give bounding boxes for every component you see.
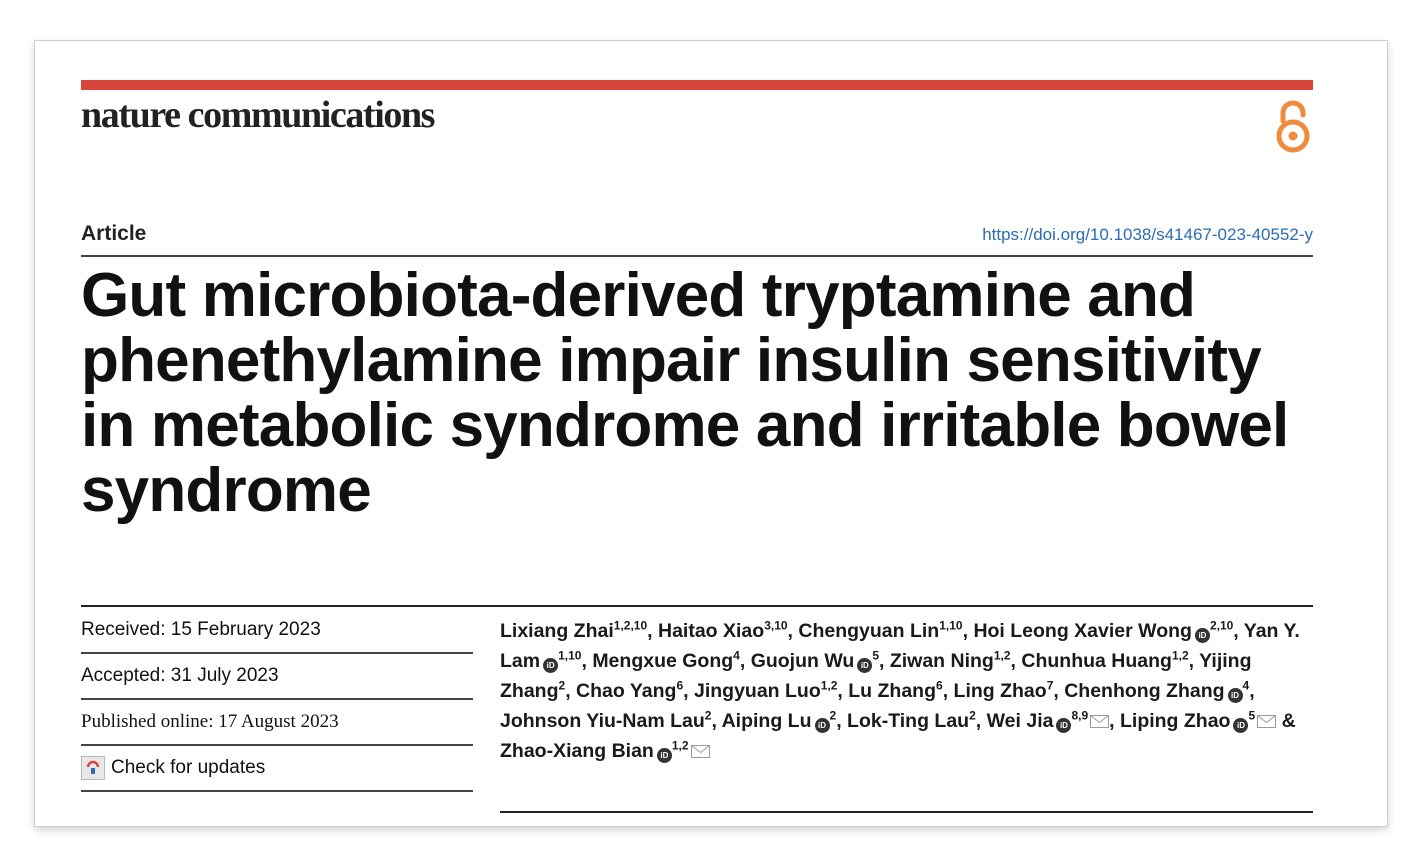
author-affiliation: 2 <box>829 708 837 723</box>
author-name[interactable]: Aiping Lu <box>721 710 812 732</box>
author-name[interactable]: Jingyuan Luo <box>693 680 821 702</box>
meta-divider <box>81 605 1313 607</box>
author-affiliation: 3,10 <box>764 618 788 633</box>
author-affiliation: 1,2 <box>993 648 1011 663</box>
author <box>1021 650 1188 672</box>
check-updates-icon <box>81 756 105 780</box>
author <box>987 710 1110 732</box>
author <box>694 680 837 702</box>
email-icon[interactable] <box>1257 715 1276 728</box>
author <box>847 710 976 732</box>
author <box>592 650 740 672</box>
author <box>576 680 683 702</box>
orcid-icon[interactable]: iD <box>815 718 830 733</box>
author-affiliation: 5 <box>1248 708 1256 723</box>
author-affiliation: 6 <box>936 678 943 693</box>
orcid-icon[interactable]: iD <box>543 658 558 673</box>
author-affiliation: 8,9 <box>1071 708 1089 723</box>
author-name[interactable]: Johnson Yiu-Nam Lau <box>500 710 705 732</box>
published-date: Published online: 17 August 2023 <box>81 700 473 746</box>
author <box>722 710 837 732</box>
author-affiliation: 5 <box>872 648 879 663</box>
author-affiliation: 1,2 <box>1171 648 1189 663</box>
author-name[interactable]: Ziwan Ning <box>889 650 994 672</box>
author <box>1120 710 1276 732</box>
author-affiliation: 4 <box>1242 678 1250 693</box>
author-name[interactable]: Yan Y. Lam <box>500 620 1300 672</box>
author-affiliation: 2 <box>558 678 566 693</box>
author-name[interactable]: Lok-Ting Lau <box>847 710 970 732</box>
email-icon[interactable] <box>1090 715 1109 728</box>
author-affiliation: 1,10 <box>558 648 582 663</box>
header-divider <box>81 255 1313 257</box>
author-name[interactable]: Guojun Wu <box>750 650 855 672</box>
author-name[interactable]: Chao Yang <box>576 680 677 702</box>
author <box>500 740 710 762</box>
author-affiliation: 1,2,10 <box>613 618 648 633</box>
author-affiliation: 2 <box>704 708 712 723</box>
author <box>954 680 1054 702</box>
article-title: Gut microbiota-derived tryptamine and phenethylamine impair insulin sensitivity in metabolic syndrome and irritable bowel syndrome <box>81 261 1289 525</box>
author-name[interactable]: Mengxue Gong <box>592 650 734 672</box>
journal-red-bar <box>81 80 1313 90</box>
author-name[interactable]: Haitao Xiao <box>657 620 765 642</box>
journal-name[interactable]: nature communications <box>81 94 435 136</box>
email-icon[interactable] <box>691 745 710 758</box>
author-affiliation: 1,2 <box>820 678 838 693</box>
author-name[interactable]: Liping Zhao <box>1119 710 1231 732</box>
author-name[interactable]: Chengyuan Lin <box>798 620 940 642</box>
doi-link[interactable]: https://doi.org/10.1038/s41467-023-40552-y <box>982 225 1313 244</box>
orcid-icon[interactable]: iD <box>1233 718 1248 733</box>
author <box>658 620 788 642</box>
orcid-icon[interactable]: iD <box>657 748 672 763</box>
author <box>848 680 942 702</box>
author-affiliation: 7 <box>1046 678 1054 693</box>
orcid-icon[interactable]: iD <box>1056 718 1071 733</box>
author-affiliation: 2 <box>969 708 976 723</box>
article-type-label: Article <box>81 222 147 245</box>
author-affiliation: 1,10 <box>939 618 963 633</box>
author-name[interactable]: Zhao-Xiang Bian <box>500 740 654 762</box>
dates-panel <box>81 608 473 792</box>
article-page <box>35 41 1387 826</box>
author-name[interactable]: Hoi Leong Xavier Wong <box>973 620 1192 642</box>
author-affiliation: 4 <box>733 648 740 663</box>
received-date: Received: 15 February 2023 <box>81 608 473 654</box>
author <box>798 620 962 642</box>
author-affiliation: 2,10 <box>1209 618 1234 633</box>
orcid-icon[interactable]: iD <box>1228 688 1243 703</box>
check-for-updates-button[interactable] <box>81 746 473 792</box>
author-name[interactable]: Wei Jia <box>986 710 1054 732</box>
author <box>1064 680 1249 702</box>
check-updates-label: Check for updates <box>111 757 266 778</box>
author-affiliation: 6 <box>676 678 684 693</box>
author-name[interactable]: Lu Zhang <box>848 680 936 702</box>
author-name[interactable]: Lixiang Zhai <box>500 620 614 642</box>
author-list: Lixiang Zhai$^{1,2,10}$, Haitao Xiao$^{3,10}$, Chengyuan Lin$^{1,10}$, Hoi Leong Xavier Wong iD$^{2,10}$, Yan Y. Lam iD$^{1,10}$, Mengxue Gong$^4$, Guojun Wu $iD^5$, Ziwan Ning$^{1,2}$, Chunhua Huang$^{1,2}$, Yijing Zhang$^2$, Chao Yang$^6$, Jingyuan Luo$^{1,2}$, Lu Zhang$^6$, Ling Zhao$^7$, Chenhong Zhang $iD^4$, Johnson Yiu-Nam Lau$^2$, Aiping Lu $iD^2$, Lok-Ting Lau$^2$, Wei Jia iD$^{8,9}$ , Liping Zhao $iD^5$ & Zhao-Xiang Bian iD$^{1,2}$ <box>500 618 1300 762</box>
open-access-icon <box>1271 99 1315 155</box>
author-name[interactable]: Ling Zhao <box>953 680 1047 702</box>
author-name[interactable]: Yijing Zhang <box>500 650 1252 702</box>
author-affiliation: 1,2 <box>671 738 689 753</box>
orcid-icon[interactable]: iD <box>1195 628 1210 643</box>
author <box>500 710 711 732</box>
author-name[interactable]: Chenhong Zhang <box>1064 680 1225 702</box>
author <box>500 620 647 642</box>
orcid-icon[interactable]: iD <box>857 658 872 673</box>
accepted-date: Accepted: 31 July 2023 <box>81 654 473 700</box>
author <box>973 620 1233 642</box>
author-name[interactable]: Chunhua Huang <box>1021 650 1172 672</box>
author <box>751 650 879 672</box>
author <box>890 650 1011 672</box>
authors-bottom-divider <box>500 811 1313 813</box>
